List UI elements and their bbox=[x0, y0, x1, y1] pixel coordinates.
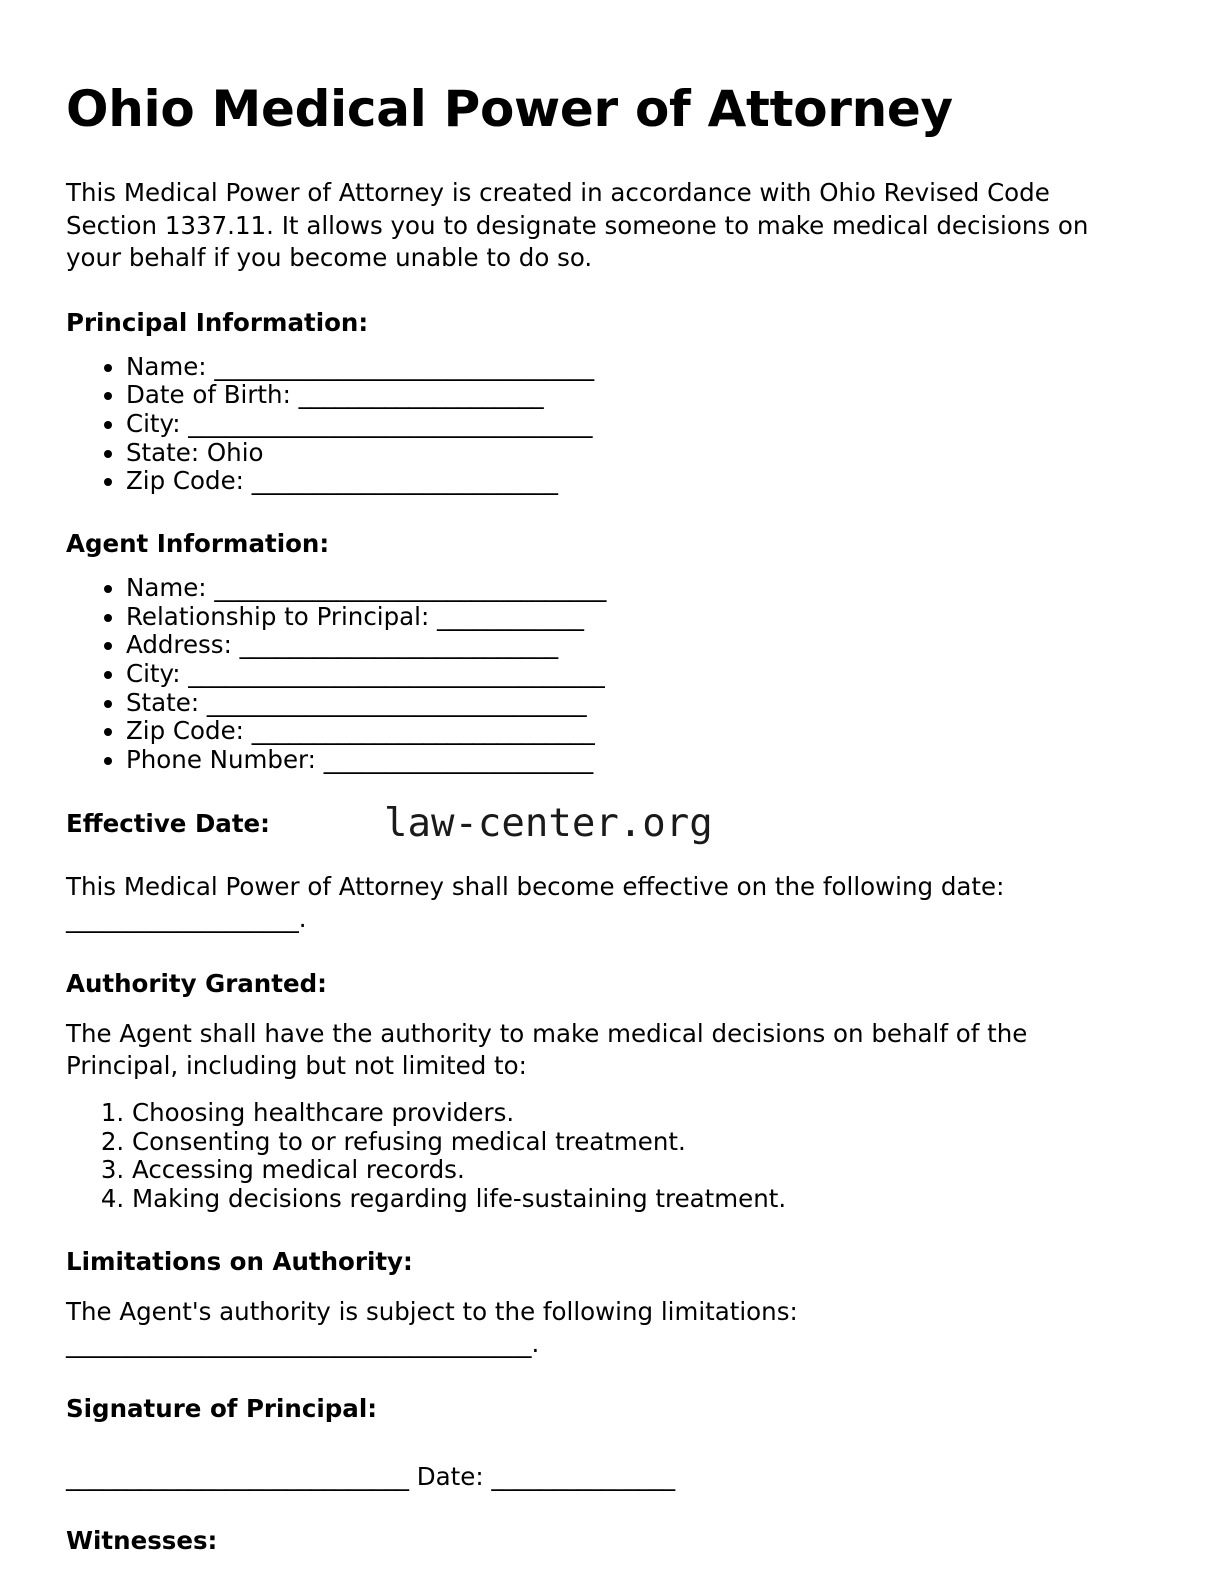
limitations-on-authority-heading: Limitations on Authority: bbox=[66, 1246, 413, 1276]
signature-line: ____________________________ Date: _______________ bbox=[66, 1461, 676, 1491]
list-item: • State: Ohio bbox=[126, 439, 1125, 468]
witnesses-heading: Witnesses: bbox=[66, 1525, 218, 1555]
list-item: 4. Making decisions regarding life-sustaining treatment. bbox=[132, 1185, 1125, 1214]
intro-paragraph: This Medical Power of Attorney is created in accordance with Ohio Revised Code Section 1337.11. It allows you to designate someone to make medical decisions on your behalf if you become unable to do so. bbox=[66, 178, 1089, 273]
list-item: • Name: ________________________________ bbox=[126, 574, 1125, 603]
list-item: • Zip Code: ____________________________ bbox=[126, 717, 1125, 746]
signature-of-principal-heading: Signature of Principal: bbox=[66, 1393, 378, 1423]
list-item: • State: _______________________________ bbox=[126, 689, 1125, 718]
effective-date-row bbox=[66, 800, 1125, 851]
list-item: • Zip Code: _________________________ bbox=[126, 467, 1125, 496]
agent-information-heading: Agent Information: bbox=[66, 529, 330, 559]
agent-information-list bbox=[66, 574, 1125, 775]
authority-granted-heading: Authority Granted: bbox=[66, 968, 327, 998]
list-item: 2. Consenting to or refusing medical treatment. bbox=[132, 1128, 1125, 1157]
effective-date-heading: Effective Date: bbox=[66, 808, 270, 838]
effective-date-body: This Medical Power of Attorney shall become effective on the following date: ___________________. bbox=[66, 871, 1005, 934]
list-item: • Phone Number: ______________________ bbox=[126, 746, 1125, 775]
list-item: • Address: __________________________ bbox=[126, 631, 1125, 660]
list-item: • Relationship to Principal: ____________ bbox=[126, 603, 1125, 632]
list-item: 3. Accessing medical records. bbox=[132, 1156, 1125, 1185]
principal-information-list bbox=[66, 353, 1125, 496]
list-item: • Date of Birth: ____________________ bbox=[126, 381, 1125, 410]
list-item: • City: __________________________________ bbox=[126, 660, 1125, 689]
authority-granted-list bbox=[66, 1099, 1125, 1214]
watermark-law-center: law-center.org bbox=[384, 800, 713, 846]
limitations-body: The Agent's authority is subject to the following limitations: ______________________________________. bbox=[66, 1296, 798, 1359]
principal-information-heading: Principal Information: bbox=[66, 307, 369, 337]
authority-granted-body: The Agent shall have the authority to make medical decisions on behalf of the Principal, including but not limited to: bbox=[66, 1018, 1028, 1081]
page-title: Ohio Medical Power of Attorney bbox=[66, 80, 953, 138]
list-item: 1. Choosing healthcare providers. bbox=[132, 1099, 1125, 1128]
list-item: • Name: _______________________________ bbox=[126, 353, 1125, 382]
list-item: • City: _________________________________ bbox=[126, 410, 1125, 439]
